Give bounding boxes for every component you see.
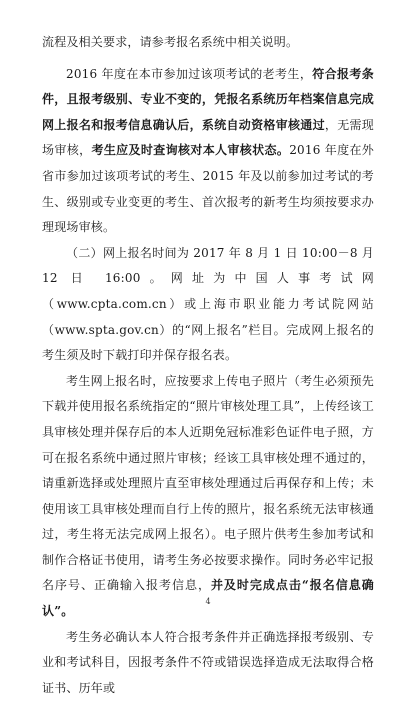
paragraph-4 [42,369,374,625]
p3-text: （二）网上报名时间为 2017 年 8 月 1 日 10:00－8 月 12 日 16:00。网址为中国人事考试网（www.cpta.com.cn）或上海市职业能力考试院网站（www.spta.gov.cn）的“网上报名”栏目。完成网上报名的考生须及时下载打印并保存报名表。 [42,245,374,363]
paragraph-1 [42,30,374,56]
p2-text-f: 2016 年度在外省市参加过该项考试的考生、2015 年及以前参加过考试的考生、级别或专业变更的考生、首次报考的新考生均须按要求办理现场审核。 [42,143,375,235]
p4-bold-b: 并及时完成点击“报名信息确认”。 [42,578,374,619]
p2-text-d: ，无需现场审核， [42,117,374,158]
p2-bold-e: 考生应及时查询核对本人审核状态。 [91,143,290,158]
p2-bold-b: 符合报考条件，且报考级别、专业不变的，凭报名系统历年档案信息完成网上报名和报考信息确认后， [42,66,374,132]
p2-bold-c: 系统自动资格审核通过 [201,117,325,132]
page-number: 4 [205,597,211,606]
paragraph-5 [42,625,374,701]
p2-text-a: 2016 年度在本市参加过该项考试的老考生， [66,66,313,81]
paragraph-3 [42,241,374,369]
paragraph-1-text: 流程及相关要求，请参考报名系统中相关说明。 [42,35,299,49]
paragraph-2 [42,62,374,241]
p4-text-a: 考生网上报名时，应按要求上传电子照片（考生必须预先下载并使用报名系统指定的“照片审核处理工具”，上传经该工具审核处理并保存后的本人近期免冠标准彩色证件电子照，方可在报名系统中通过照片审核；经该工具审核处理不通过的，请重新选择或处理照片直至审核处理通过后再保存和上传；未使用该工具审核处理而自行上传的照片，报名系统无法审核通过，考生将无法完成网上报名）。电子照片供考生参加考试和制作合格证书使用，请考生务必按要求操作。同时务必牢记报名序号、正确输入报考信息， [42,373,374,593]
p5-text: 考生务必确认本人符合报考条件并正确选择报考级别、专业和考试科目，因报考条件不符或错误选择造成无法取得合格证书、历年或 [42,629,374,695]
